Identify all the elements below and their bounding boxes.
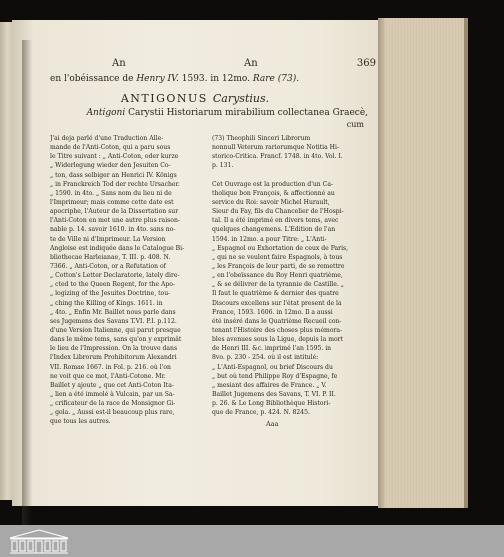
right-column-line: „ en l'obeïssance du Roy Henri quatrième,	[212, 272, 343, 280]
footer-bar	[0, 525, 504, 557]
header-left: An	[112, 58, 126, 69]
right-column-line: 1594. in 12mo. a pour Titre: „ L'Anti-	[212, 235, 327, 243]
left-column-line: Baillet y ajoute „ que cet Anti-Coton Ita-	[50, 381, 174, 389]
right-column-line: p. 131.	[212, 162, 234, 170]
left-column-line: d'une Version Italienne, qui parut presque	[50, 326, 181, 334]
subtitle-continuation: cum	[346, 120, 364, 129]
left-column-line: mande de l'Anti-Coton, qui a paru sous	[50, 144, 171, 152]
left-column-line: „ cted to the Queen Regent, for the Apo-	[50, 281, 176, 289]
right-column-line: quelques changemens. L'Edition de l'an	[212, 226, 336, 234]
right-column-line: „ but où tend Philippe Roy d'Espagne, fe	[212, 372, 338, 380]
right-column-line: bles avenues sous la Ligue, depuis la mort	[212, 336, 344, 344]
left-column-line: que tous les autres.	[50, 418, 111, 426]
right-column-line: tenant l'Histoire des choses plus mémora-	[212, 326, 343, 334]
right-column-line: de Henri III. &c. imprimé l'an 1595. in	[212, 345, 332, 353]
right-column-line: Il faut le quatrième & dernier des quatre	[212, 290, 339, 298]
right-column-line: storico-Critica. Francf. 1748. in 4to. Vol. I.	[212, 153, 343, 161]
right-column-line: Sieur du Fay, fils du Chancelier de l'Hospi-	[212, 208, 344, 216]
right-column-line: service du Roi: savoir Michel Hurault,	[212, 198, 330, 206]
left-column-line: le lieu de l'Impression. On la trouve dans	[50, 345, 178, 353]
subtitle-italic: Antigoni	[86, 108, 126, 118]
right-column-line: „ mesiant des affaires de France. „ V.	[212, 381, 327, 389]
left-column-line: 7366. „ Anti-Coton, or a Refutation of	[50, 262, 166, 270]
right-column-line: 8vo. p. 230 - 254. où il est intitulé:	[212, 354, 319, 362]
page-block-edges	[378, 18, 468, 508]
left-column-line: „ in Franckreich Tod der rechte Ursacher.	[50, 180, 180, 188]
left-column-line: bliothecae Harleianae, T. III. p. 408. N.	[50, 253, 171, 261]
right-column-line: tholique bon François, & affectionné au	[212, 189, 335, 197]
subtitle-rest: Carystii Historiarum mirabilium collectanea Graecè,	[128, 108, 368, 118]
page-number: 369	[356, 58, 376, 69]
right-column-line: tal. Il a été imprimé en divers tems, avec	[212, 217, 339, 225]
library-building-logo	[6, 527, 72, 555]
right-column-line: p. 26. & Le Long Bibliothèque Histori-	[212, 400, 331, 408]
right-column-line: Baillet Jugemens des Savans, T. VI. P. II.	[212, 390, 336, 398]
left-column-line: l'Anti-Coton en met une autre plus raison-	[50, 217, 180, 225]
entry-title	[12, 92, 378, 105]
left-text-column	[50, 134, 210, 427]
entry-subtitle	[38, 108, 368, 118]
book-page	[12, 20, 378, 506]
gutter-shadow-right	[378, 18, 386, 508]
signature-mark: Aaa	[266, 420, 279, 428]
header-right: An	[244, 58, 258, 69]
left-column-line: „ Cotton's Letter Declaratorie, lately dire-	[50, 272, 180, 280]
left-column-line: ne voit que ce mot, l'Anti-Cotone. Mr.	[50, 372, 166, 380]
right-text-column	[212, 134, 372, 417]
left-column-line: te de Ville ni d'Imprimeur. La Version	[50, 235, 166, 243]
left-column-line: J'ai deja parlé d'une Traduction Alle-	[50, 135, 164, 142]
entry-rest: 1593. in 12mo.	[181, 74, 251, 84]
title-name: ANTIGONUS	[120, 92, 208, 105]
left-column-line: „ ching the Killing of Kings. 1611. in	[50, 299, 163, 307]
right-column-line: „ les François de leur parti, de se remettre	[212, 262, 345, 270]
left-column-line: „ 4to. „ Enfin Mr. Baillet nous parle dans	[50, 308, 176, 316]
left-column-line: Angloise est indiquée dans le Catalogue Bi-	[50, 244, 185, 252]
right-column-line: „ qui ne se veulent faire Espagnols, à tous	[212, 253, 343, 261]
right-column-line: „ & se délivrer de la tyrannie de Castille. „	[212, 281, 344, 289]
left-column-line: apocriphe, l'Auteur de la Dissertation sur	[50, 208, 179, 216]
right-column-line: „ Espagnol ou Exhortation de ceux de Paris,	[212, 244, 349, 252]
spine-shadow	[22, 40, 32, 526]
left-column-line: l'Index Librorum Prohibitorum Alexandri	[50, 354, 177, 362]
left-column-line: l'Imprimeur; mais comme cette date est	[50, 198, 174, 206]
left-column-line: dans le même tems, sans qu'on y exprimât	[50, 336, 182, 344]
left-column-line: „ Widerlegung wieder den Jesuiten Co-	[50, 162, 171, 170]
left-column-line: „ ton, dass selbiger an Henrici IV. Königs	[50, 171, 177, 179]
left-column-line: VII. Romae 1667. in Fol. p. 216. où l'on	[50, 363, 171, 371]
right-column-line: nonnull Veterum rariorumque Notitia Hi-	[212, 144, 340, 152]
left-column-line: „ 1590. in 4to. „ Sans nom du lieu ni de	[50, 189, 172, 197]
entry-rarity: Rare (73).	[252, 74, 300, 84]
right-column-line: (73) Theophili Sinceri Librorum	[212, 135, 311, 142]
right-column-line: „ L'Anti-Espagnol, ou brief Discours du	[212, 363, 333, 371]
left-column-line: le Titre suivant : „ Anti-Coton, oder kurze	[50, 153, 179, 161]
entry-prefix: en l'obéissance de	[50, 74, 134, 84]
left-column-line: „ lien a été immolé à Vulcain, par un Sa-	[50, 390, 175, 398]
title-epithet: Carystius.	[212, 92, 270, 105]
left-column-line: „ logizing of the Jesuites Doctrine, tou-	[50, 290, 171, 298]
entry-king: Henry IV.	[136, 74, 179, 84]
left-column-line: „ crificateur de la race de Monsignor Gi-	[50, 400, 176, 408]
left-column-line: nable p. 14. savoir 1610. in 4to. sans no-	[50, 226, 176, 234]
continued-entry-line	[50, 74, 380, 84]
right-column-line	[212, 171, 372, 180]
right-column-line: été inséré dans le Quatrième Recueil con-	[212, 317, 342, 325]
running-header	[26, 58, 376, 70]
left-page-edge	[0, 22, 12, 500]
left-column-line: „ gola. „ Aussi est-il beaucoup plus rare,	[50, 409, 175, 417]
right-column-line: France, 1593. 1606. in 12mo. Il a aussi	[212, 308, 333, 316]
right-column-line: Discours excellens sur l'état present de la	[212, 299, 342, 307]
right-column-line: Cet Ouvrage est la production d'un Ca-	[212, 180, 334, 188]
right-column-line: que de France, p. 424. N. 8245.	[212, 409, 310, 417]
left-column-line: ses Jugemens des Savans T.VI. P.I. p.112.	[50, 317, 177, 325]
